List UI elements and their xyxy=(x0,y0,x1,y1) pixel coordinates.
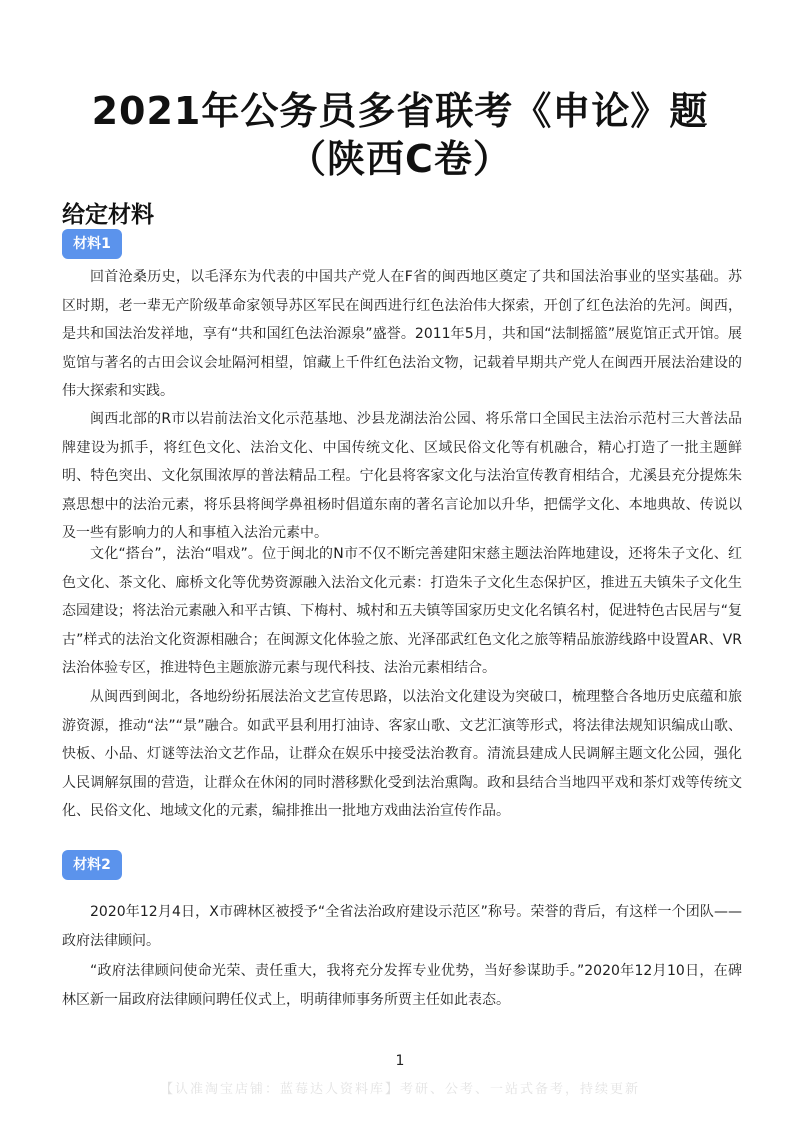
material-1-paragraph-1: 回首沧桑历史，以毛泽东为代表的中国共产党人在F省的闽西地区奠定了共和国法治事业的坚实基础。苏区时期，老一辈无产阶级革命家领导苏区军民在闽西进行红色法治伟大探索，开创了红色法治的先河。闽西，是共和国法治发祥地，享有“共和国红色法治源泉”盛誉。2011年5月，共和国“法制摇篮”展览馆正式开馆。展览馆与著名的古田会议会址隔河相望，馆藏上千件红色法治文物，记载着早期共产党人在闽西开展法治建设的伟大探索和实践。 xyxy=(62,269,742,400)
material-1-paragraph-2: 闽西北部的R市以岩前法治文化示范基地、沙县龙湖法治公园、将乐常口全国民主法治示范村三大普法品牌建设为抓手，将红色文化、法治文化、中国传统文化、区域民俗文化等有机融合，精心打造了一批主题鲜明、特色突出、文化氛围浓厚的普法精品工程。宁化县将客家文化与法治宣传教育相结合，尤溪县充分提炼朱熹思想中的法治元素，将乐县将闽学鼻祖杨时倡道东南的著名言论加以升华，把儒学文化、本地典故、传说以及一些有影响力的人和事植入法治元素中。 xyxy=(62,411,742,542)
material-1-badge: 材料1 xyxy=(62,229,122,259)
page-number: 1 xyxy=(395,1053,405,1069)
material-2-paragraph-1: 2020年12月4日，X市碑林区被授予“全省法治政府建设示范区”称号。荣誉的背后，有这样一个团队——政府法律顾问。 xyxy=(62,904,742,949)
material-1-paragraph-4: 从闽西到闽北，各地纷纷拓展法治文艺宣传思路，以法治文化建设为突破口，梳理整合各地历史底蕴和旅游资源，推动“法”“景”融合。如武平县利用打油诗、客家山歌、文艺汇演等形式，将法律法规知识编成山歌、快板、小品、灯谜等法治文艺作品，让群众在娱乐中接受法治教育。清流县建成人民调解主题文化公园，强化人民调解氛围的营造，让群众在休闲的同时潜移默化受到法治熏陶。政和县结合当地四平戏和茶灯戏等传统文化、民俗文化、地域文化的元素，编排推出一批地方戏曲法治宣传作品。 xyxy=(62,689,742,820)
section-heading: 给定材料 xyxy=(62,202,154,228)
watermark: 【认准淘宝店铺：蓝莓达人资料库】考研、公考、一站式备考，持续更新 xyxy=(159,1082,640,1097)
material-2-paragraph-2: “政府法律顾问使命光荣、责任重大，我将充分发挥专业优势，当好参谋助手。”2020年12月10日，在碑林区新一届政府法律顾问聘任仪式上，明萌律师事务所贾主任如此表态。 xyxy=(62,963,742,1008)
material-2-badge: 材料2 xyxy=(62,850,122,880)
document-title-line1: 2021年公务员多省联考《申论》题 xyxy=(91,89,709,133)
material-1-paragraph-3: 文化“搭台”，法治“唱戏”。位于闽北的N市不仅不断完善建阳宋慈主题法治阵地建设，还将朱子文化、红色文化、茶文化、廊桥文化等优势资源融入法治文化元素：打造朱子文化生态保护区，推进五夫镇朱子文化生态园建设；将法治元素融入和平古镇、下梅村、城村和五夫镇等国家历史文化名镇名村，促进特色古民居与“复古”样式的法治文化资源相融合；在闽源文化体验之旅、光泽邵武红色文化之旅等精品旅游线路中设置AR、VR法治体验专区，推进特色主题旅游元素与现代科技、法治元素相结合。 xyxy=(62,546,742,677)
document-title-line2: （陕西C卷） xyxy=(288,137,512,181)
